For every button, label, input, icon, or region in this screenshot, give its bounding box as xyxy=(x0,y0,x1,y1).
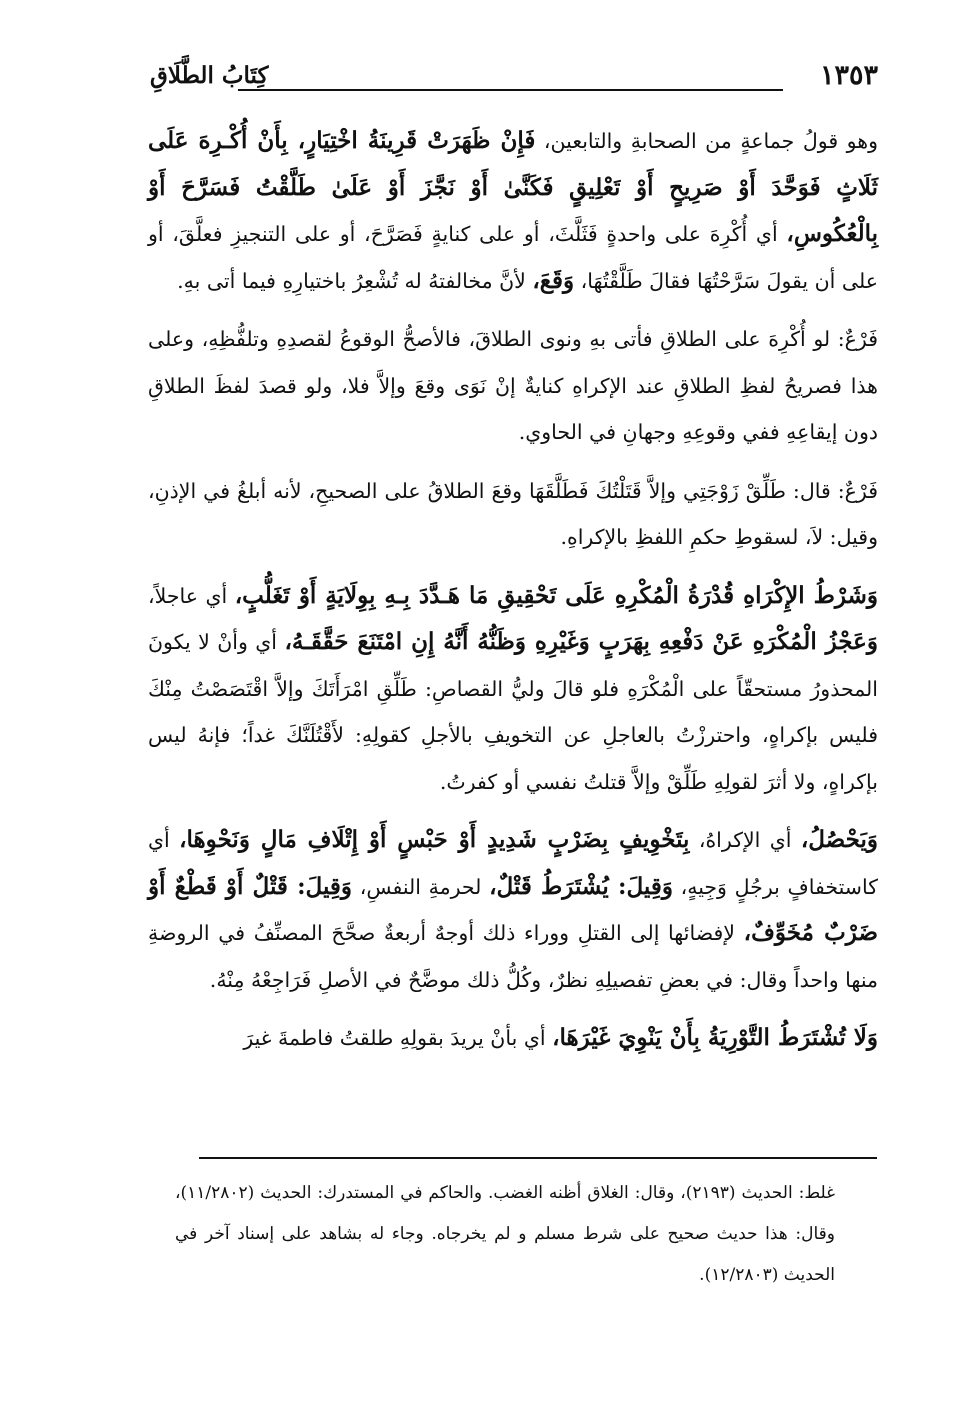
main-text xyxy=(148,118,878,1074)
matn-text: وَعَجْزُ الْمُكْرَهِ عَنْ دَفْعِهِ بِهَرَبٍ وَغَيْرِهِ وَظَنُّهُ أَنَّهُ إِنِ امْتَنَعَ حَقَّقَـهُ، xyxy=(284,628,878,655)
paragraph-3 xyxy=(148,468,878,561)
matn-text: وَلَا تُشْتَرَطُ التَّوْرِيَةُ بِأَنْ يَنْوِيَ غَيْرَهَا، xyxy=(552,1024,878,1051)
paragraph-1 xyxy=(148,118,878,304)
page-number: ١٣٥٣ xyxy=(819,60,878,91)
matn-text: وَقِيلَ: قَتْلٌ أَوْ قَطْعٌ أَوْ ضَرْبٌ مُخَوِّفٌ، xyxy=(148,872,878,946)
commentary-text: أي بأنْ يريدَ بقولِهِ طلقتُ فاطمةَ غيرَ xyxy=(243,1026,546,1050)
commentary-text: أي أُكْرِهَ على واحدةٍ فَثَلَّثَ، أو على كنايةٍ فَصَرَّحَ، أو على التنجيزِ فعلَّقَ، أو على أن يقولَ سَرَّحْتُهَا فقالَ طَلَّقْتُهَا، xyxy=(148,222,878,293)
commentary-text: أي وأنْ لا يكونَ المحذورُ مستحقّاً على الْمُكْرَهِ فلو قالَ وليُّ القصاصِ: طَلِّقِ امْرَأَتَكَ وإلاَّ اقْتَصَصْتُ مِنْكَ فليس بإكراهٍ، واحترزْتُ بالعاجلِ عن التخويفِ بالأجلِ كقولِهِ: لأَقْتُلَنَّكَ غداً؛ فإنهُ ليس بإكراهٍ، ولا أثرَ لقولِهِ طَلِّقْ وإلاَّ قتلتُ نفسي أو كفرتُ. xyxy=(148,630,878,794)
commentary-text: لإفضائها إلى القتلِ ووراء ذلك أوجهٌ أربعةٌ صحَّحَ المصنِّفُ في الروضةِ منها واحداً وقال: في بعضِ تفصيلِهِ نظرٌ، وكُلُّ ذلك موضَّحٌ في الأصلِ فَرَاجِعْهُ مِنْهُ. xyxy=(148,921,878,992)
matn-text: فَإِنْ ظَهَرَتْ قَرِينَةُ اخْتِيَارٍ، بِأَنْ أُكْـرِهَ عَلَى ثَلَاثٍ فَوَحَّدَ أَوْ صَرِيحٍ أَوْ تَعْلِيقٍ فَكَنَّىٰ أَوْ نَجَّزَ أَوْ عَلَىٰ طَلَّقْتُ فَسَرَّحَ أَوْ بِالْعُكُوسِ، xyxy=(148,127,878,247)
matn-text: وَقَعَ، xyxy=(532,266,575,294)
paragraph-2 xyxy=(148,316,878,456)
page-header xyxy=(150,58,878,98)
commentary-text: لحرمةِ النفسِ، xyxy=(359,874,482,899)
commentary-text: وهو قولُ جماعةٍ من الصحابةِ والتابعين، xyxy=(543,129,878,153)
matn-text: بِتَخْوِيفٍ بِضَرْبٍ شَدِيدٍ أَوْ حَبْسٍ أَوْ إِتْلَافِ مَالٍ وَنَحْوِهَا، xyxy=(179,826,690,853)
matn-text: وَيَحْصُلُ، xyxy=(800,826,878,853)
footnote-rule xyxy=(199,1157,877,1159)
commentary-text: أي عاجلاً، xyxy=(148,583,228,608)
matn-text: وَقِيلَ: يُشْتَرَطُ قَتْلٌ، xyxy=(489,872,673,900)
header-rule xyxy=(238,89,783,91)
commentary-text: فَرْعٌ: قال: طَلِّقْ زَوْجَتِي وإلاَّ قَتَلْتُكَ فَطَلَّقَهَا وقعَ الطلاقُ على الصحيحِ، لأنه أبلغُ في الإذنِ، وقيل: لاَ، لسقوطِ حكمِ اللفظِ بالإكراهِ. xyxy=(148,478,878,549)
paragraph-4 xyxy=(148,573,878,806)
footnote xyxy=(175,1173,835,1296)
book-title: كِتَابُ الطَّلَاقِ xyxy=(150,62,269,89)
matn-text: وَشَرْطُ الإِكْرَاهِ قُدْرَةُ الْمُكْرِهِ عَلَى تَحْقِيقِ مَا هَـدَّدَ بِـهِ بِوِلَايَةٍ أَوْ تَغَلُّبٍ، xyxy=(234,581,878,609)
commentary-text: فَرْعٌ: لو أُكْرِهَ على الطلاقِ فأتى بهِ ونوى الطلاقَ، فالأصحُّ الوقوعُ لقصدِهِ وتلفُّظِهِ، وعلى هذا فصريحُ لفظِ الطلاقِ عند الإكراهِ كنايةٌ إنْ نَوَى وقعَ وإلاَّ فلا، ولو قصدَ لفظَ الطلاقِ دون إيقاعِهِ ففي وقوعِهِ وجهانِ في الحاوي. xyxy=(148,327,878,444)
paragraph-6 xyxy=(148,1015,878,1062)
footnote-text: غلط: الحديث (٢١٩٣)، وقال: الغلاق أظنه الغضب. والحاكم في المستدرك: الحديث (١١/٢٨٠٢)، وقال: هذا حديث صحيح على شرط مسلم و لم يخرجاه. وجاء له بشاهد على إسناد آخر في الحديث (١٢/٢٨٠٣). xyxy=(175,1183,835,1285)
commentary-text: أي كاستخفافٍ برجُلٍ وَجِيهٍ، xyxy=(148,828,878,899)
commentary-text: أي الإكراهُ، xyxy=(698,828,792,852)
paragraph-5 xyxy=(148,817,878,1003)
commentary-text: لأنَّ مخالفتهُ له تُشْعِرُ باختيارِهِ فيما أتى بهِ. xyxy=(177,268,526,293)
